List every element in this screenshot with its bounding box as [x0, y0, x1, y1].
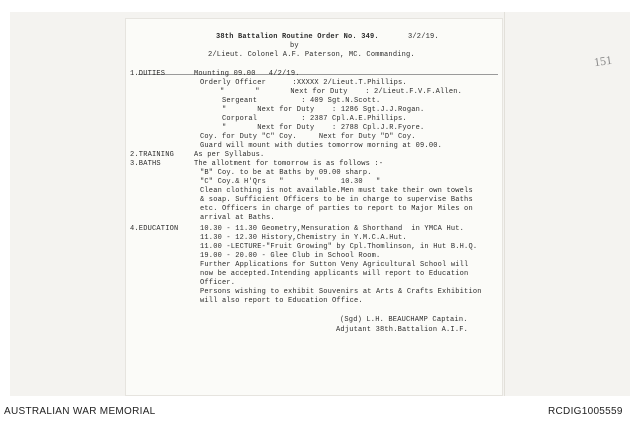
signature-line: (Sgd) L.H. BEAUCHAMP Captain. [340, 316, 468, 324]
sheet-edge [504, 12, 505, 396]
duty-line: " " Next for Duty : 2/Lieut.F.V.F.Allen. [220, 88, 463, 96]
commander-line: 2/Lieut. Colonel A.F. Paterson, MC. Commanding. [208, 51, 415, 59]
education-line: now be accepted.Intending applicants will report to Education [200, 270, 469, 278]
education-line: Further Applications for Sutton Veny Agricultural School will [200, 261, 469, 269]
baths-line: & soap. Sufficient Officers to be in charge to supervise Baths [200, 196, 473, 204]
education-line: 11.30 - 12.30 History,Chemistry in Y.M.C.A.Hut. [200, 234, 407, 242]
education-line: will also report to Education Office. [200, 297, 363, 305]
education-line: Persons wishing to exhibit Souvenirs at Arts & Crafts Exhibition [200, 288, 482, 296]
baths-line: Clean clothing is not available.Men must take their own towels [200, 187, 473, 195]
section-heading-education: 4.EDUCATION [130, 225, 179, 233]
order-title: 38th Battalion Routine Order No. 349. [216, 33, 379, 41]
baths-line: arrival at Baths. [200, 214, 275, 222]
duty-line: " Next for Duty : 2788 Cpl.J.R.Fyore. [222, 124, 425, 132]
education-line: 19.00 - 20.00 - Glee Club in School Room. [200, 252, 381, 260]
footer-credit: AUSTRALIAN WAR MEMORIAL [4, 406, 156, 417]
education-line: 10.30 - 11.30 Geometry,Mensuration & Shorthand in YMCA Hut. [200, 225, 465, 233]
duty-line: Guard will mount with duties tomorrow morning at 09.00. [200, 142, 443, 150]
adjutant-line: Adjutant 38th.Battalion A.I.F. [336, 326, 469, 334]
duty-line: Orderly Officer :XXXXX 2/Lieut.T.Phillips. [200, 79, 407, 87]
duty-line: Sergeant : 409 Sgt.N.Scott. [222, 97, 381, 105]
footer-id: RCDIG1005559 [548, 406, 623, 417]
baths-line: etc. Officers in charge of parties to report to Major Miles on [200, 205, 473, 213]
section-heading-training: 2.TRAINING [130, 151, 175, 159]
section-heading-duties: 1.DUTIES [130, 70, 166, 78]
baths-line: The allotment for tomorrow is as follows :- [194, 160, 384, 168]
section-heading-baths: 3.BATHS [130, 160, 161, 168]
order-date: 3/2/19. [408, 33, 439, 41]
duty-line: Mounting 09.00 4/2/19. [194, 70, 300, 78]
header-rule [138, 74, 498, 75]
by-label: by [290, 42, 299, 50]
page-number: 151 [593, 52, 613, 70]
duty-line: Coy. for Duty "C" Coy. Next for Duty "D" Coy. [200, 133, 416, 141]
baths-line: "C" Coy.& H'Qrs " " 10.30 " [200, 178, 381, 186]
duty-line: " Next for Duty : 1286 Sgt.J.J.Rogan. [222, 106, 425, 114]
education-line: 11.00 -LECTURE-"Fruit Growing" by Cpl.Thomlinson, in Hut B.H.Q. [200, 243, 478, 251]
training-line: As per Syllabus. [194, 151, 265, 159]
education-line: Officer. [200, 279, 236, 287]
baths-line: "B" Coy. to be at Baths by 09.00 sharp. [200, 169, 372, 177]
duty-line: Corporal : 2387 Cpl.A.E.Phillips. [222, 115, 407, 123]
